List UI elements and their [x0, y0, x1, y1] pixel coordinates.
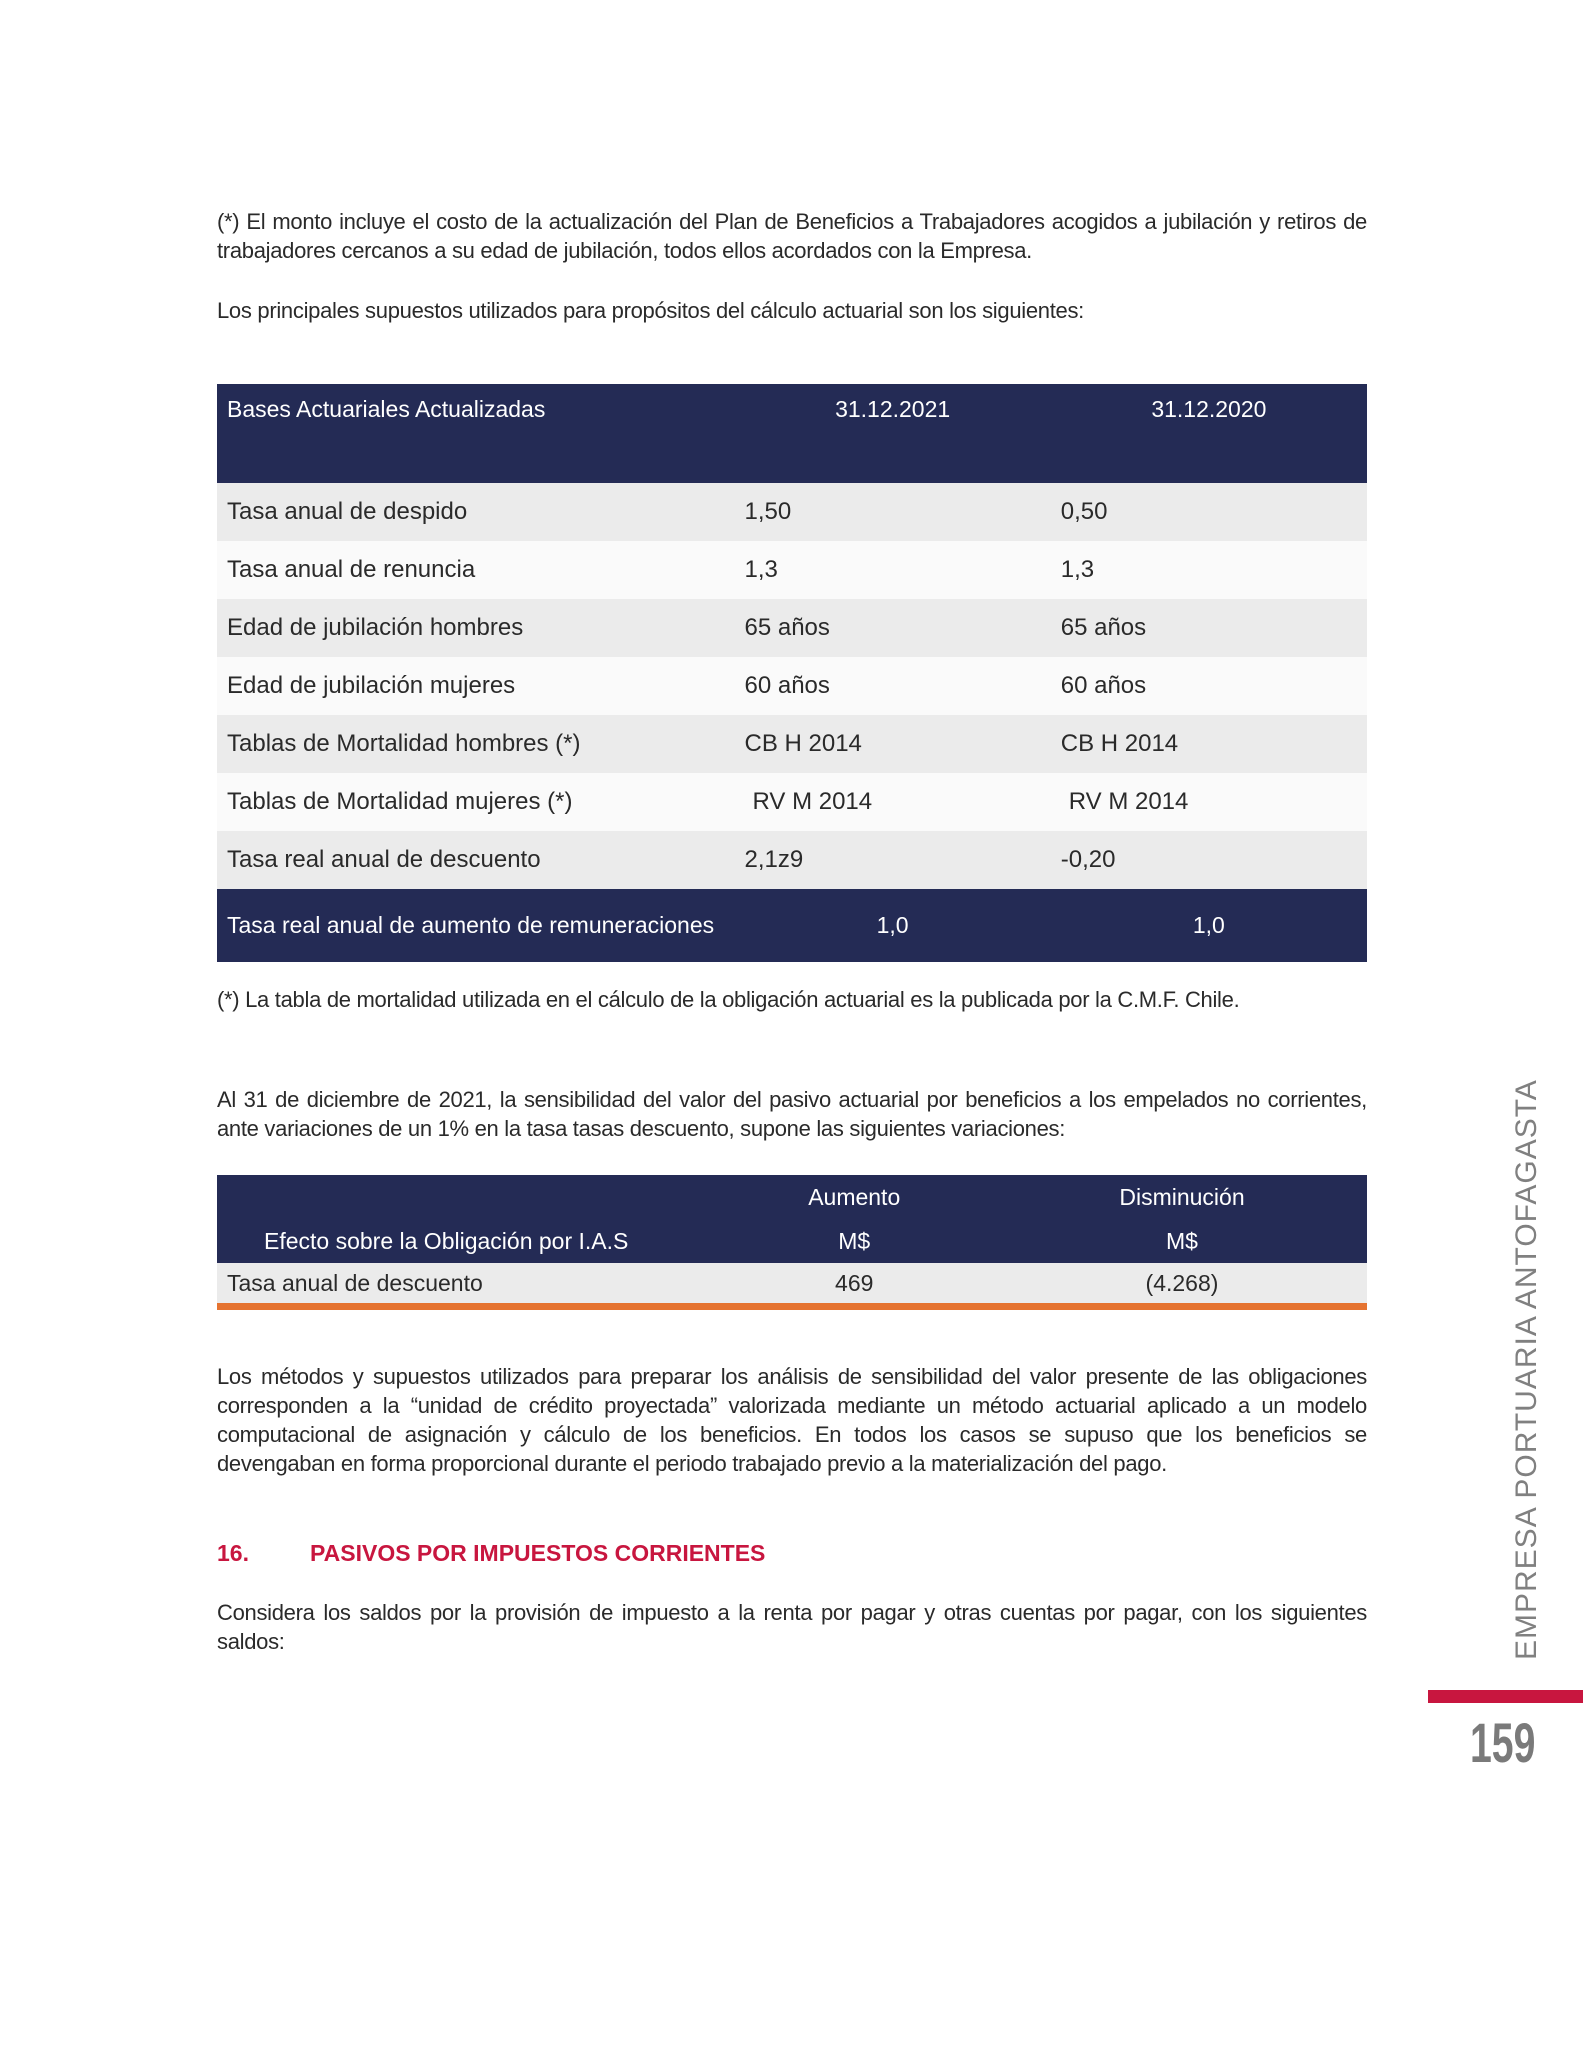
cell: Edad de jubilación mujeres: [217, 657, 735, 715]
cell: Tasa anual de renuncia: [217, 541, 735, 599]
header-cell: M$: [997, 1219, 1367, 1263]
cell: Tablas de Mortalidad mujeres (*): [217, 773, 735, 831]
table-row: [217, 657, 1367, 715]
header-cell: 31.12.2020: [1051, 384, 1367, 483]
cell: 1,3: [1051, 541, 1367, 599]
cell: 60 años: [1051, 657, 1367, 715]
cell: 1,0: [735, 889, 1051, 962]
page-number: 159: [1470, 1711, 1536, 1774]
table-row: [217, 1263, 1367, 1307]
table-row: [217, 541, 1367, 599]
header-cell: Bases Actuariales Actualizadas: [217, 384, 735, 483]
cell: RV M 2014: [1051, 773, 1367, 831]
header-cell: Efecto sobre la Obligación por I.A.S: [217, 1219, 712, 1263]
cell: 1,0: [1051, 889, 1367, 962]
header-cell: Aumento: [712, 1175, 997, 1219]
cell: 2,1z9: [735, 831, 1051, 889]
sensitivity-intro: Al 31 de diciembre de 2021, la sensibilidad del valor del pasivo actuarial por beneficios a los empelados no corrientes, ante variaciones de un 1% en la tasa tasas descuento, supone las siguientes variaciones:: [217, 1087, 1367, 1141]
cell: 65 años: [735, 599, 1051, 657]
section-title: PASIVOS POR IMPUESTOS CORRIENTES: [310, 1540, 766, 1566]
section-heading: [217, 1540, 765, 1567]
table-row: [217, 831, 1367, 889]
header-cell: [217, 1175, 712, 1219]
table-row: [217, 483, 1367, 541]
page-number-bar: [1428, 1690, 1583, 1703]
side-title: EMPRESA PORTUARIA ANTOFAGASTA: [1510, 1079, 1543, 1660]
header-cell: M$: [712, 1219, 997, 1263]
cell: CB H 2014: [735, 715, 1051, 773]
cell: 1,50: [735, 483, 1051, 541]
cell: -0,20: [1051, 831, 1367, 889]
cell: 60 años: [735, 657, 1051, 715]
cell: Tasa real anual de descuento: [217, 831, 735, 889]
cell: Edad de jubilación hombres: [217, 599, 735, 657]
table-row: [217, 773, 1367, 831]
table-footer-row: [217, 889, 1367, 962]
cell: 469: [712, 1263, 997, 1307]
cell: Tablas de Mortalidad hombres (*): [217, 715, 735, 773]
table-header-row: [217, 1219, 1367, 1263]
cell: RV M 2014: [735, 773, 1051, 831]
table-header-row: [217, 384, 1367, 483]
cell: CB H 2014: [1051, 715, 1367, 773]
section-paragraph: Considera los saldos por la provisión de impuesto a la renta por pagar y otras cuentas por pagar, con los siguientes saldos:: [217, 1600, 1367, 1654]
table-header-row: [217, 1175, 1367, 1219]
table-row: [217, 715, 1367, 773]
section-number: 16.: [217, 1540, 249, 1566]
actuarial-bases-table: [217, 384, 1367, 962]
mortality-note: (*) La tabla de mortalidad utilizada en el cálculo de la obligación actuarial es la publicada por la C.M.F. Chile.: [217, 987, 1240, 1012]
intro-note: (*) El monto incluye el costo de la actualización del Plan de Beneficios a Trabajadores acogidos a jubilación y retiros de trabajadores cercanos a su edad de jubilación, todos ellos acordados con la Empresa.: [217, 209, 1367, 263]
intro-assumptions: Los principales supuestos utilizados para propósitos del cálculo actuarial son los siguientes:: [217, 298, 1084, 323]
cell: Tasa anual de descuento: [217, 1263, 712, 1307]
cell: 65 años: [1051, 599, 1367, 657]
cell: 0,50: [1051, 483, 1367, 541]
sensitivity-table: [217, 1175, 1367, 1310]
table-row: [217, 599, 1367, 657]
cell: Tasa anual de despido: [217, 483, 735, 541]
cell: Tasa real anual de aumento de remuneraciones: [217, 889, 735, 962]
header-cell: 31.12.2021: [735, 384, 1051, 483]
cell: (4.268): [997, 1263, 1367, 1307]
header-cell: Disminución: [997, 1175, 1367, 1219]
methods-paragraph: Los métodos y supuestos utilizados para preparar los análisis de sensibilidad del valor presente de las obligaciones corresponden a la “unidad de crédito proyectada” valorizada mediante un método actuarial aplicado a un modelo computacional de asignación y cálculo de los beneficios. En todos los casos se supuso que los beneficios se devengaban en forma proporcional durante el periodo trabajado previo a la materialización del pago.: [217, 1364, 1367, 1476]
cell: 1,3: [735, 541, 1051, 599]
